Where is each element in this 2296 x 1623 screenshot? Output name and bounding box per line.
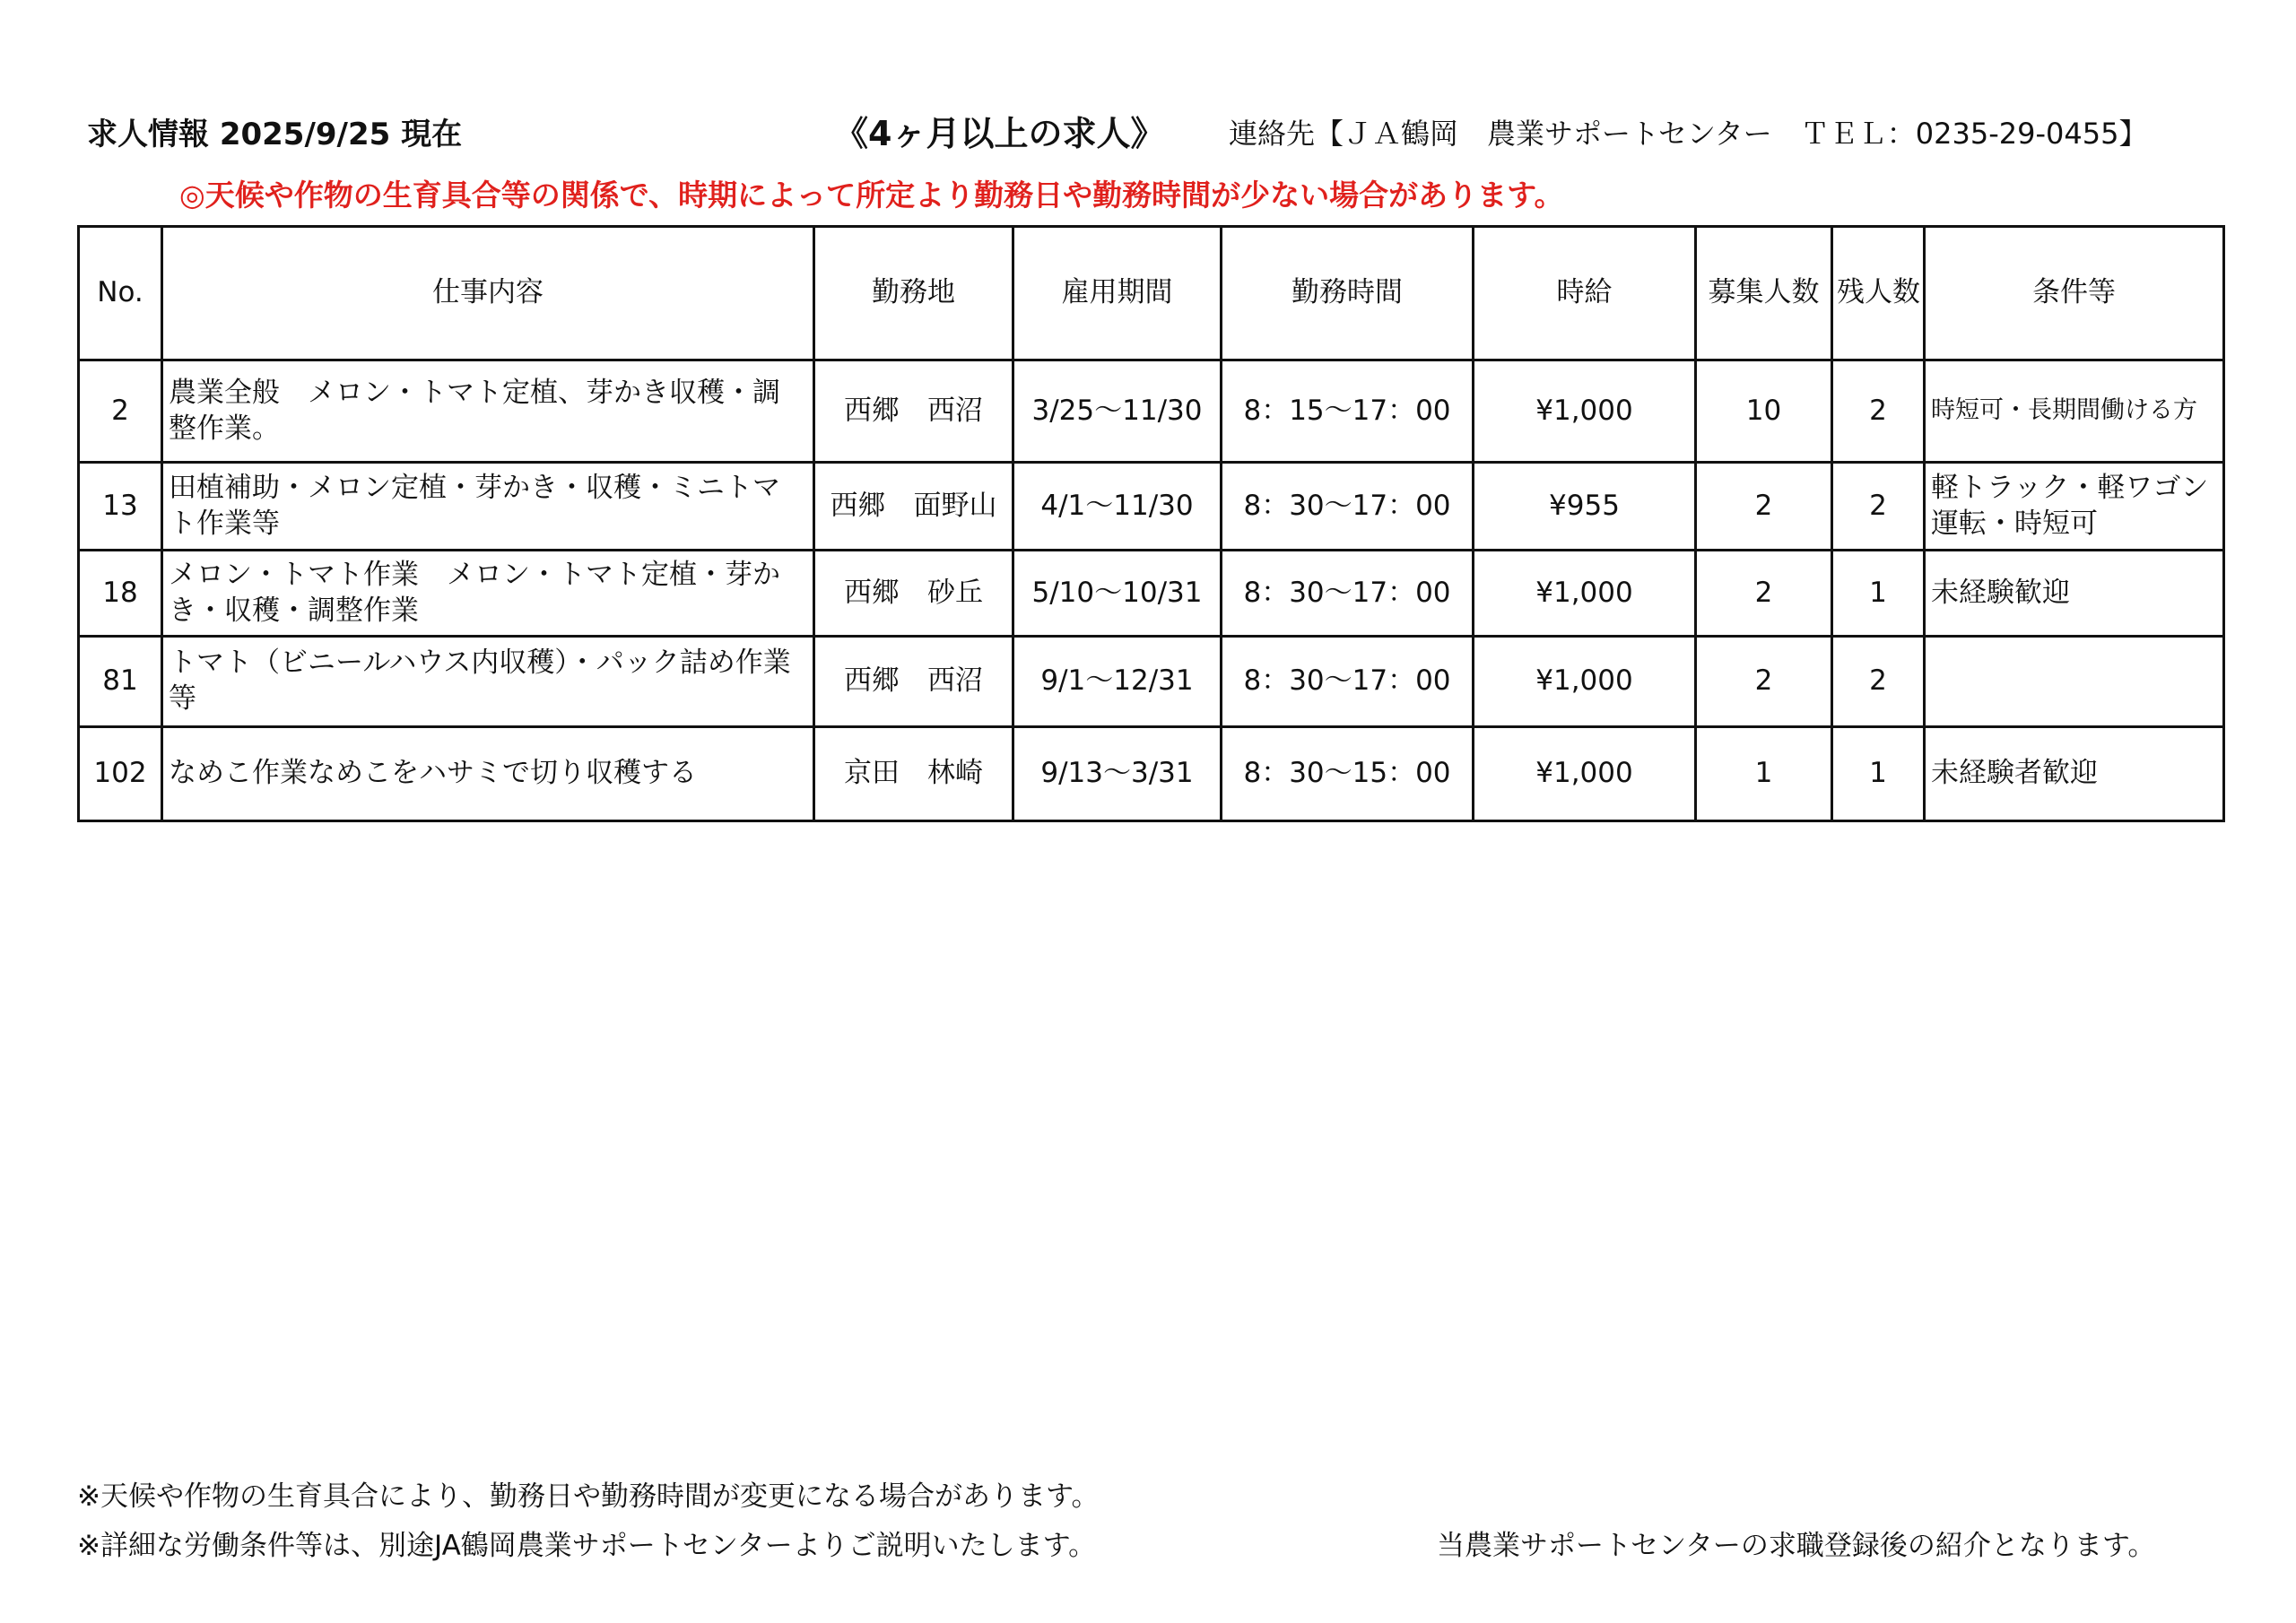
- job-table: [77, 225, 2225, 822]
- page-title: 求人情報 2025/9/25 現在: [87, 117, 463, 152]
- col-header-period: 雇用期間: [1013, 227, 1222, 360]
- cell-hours: 8：30～17：00: [1222, 463, 1474, 551]
- cell-no: 18: [79, 551, 162, 637]
- cell-hours: 8：30～15：00: [1222, 727, 1474, 821]
- table-row: [79, 360, 2224, 463]
- cell-hours: 8：30～17：00: [1222, 637, 1474, 727]
- cell-conditions: 時短可・長期間働ける方: [1925, 360, 2224, 463]
- cell-hours: 8：30～17：00: [1222, 551, 1474, 637]
- col-header-openings: 募集人数: [1696, 227, 1832, 360]
- col-header-conditions: 条件等: [1925, 227, 2224, 360]
- col-header-location: 勤務地: [814, 227, 1013, 360]
- footer-note-3: 当農業サポートセンターの求職登録後の紹介となります。: [1437, 1530, 2156, 1562]
- cell-location: 西郷 砂丘: [814, 551, 1013, 637]
- cell-remaining: 2: [1832, 360, 1925, 463]
- cell-job: トマト（ビニールハウス内収穫）・パック詰め作業等: [162, 637, 814, 727]
- cell-conditions: 未経験者歓迎: [1925, 727, 2224, 821]
- table-row: [79, 637, 2224, 727]
- col-header-remaining: 残人数: [1832, 227, 1925, 360]
- table-header-row: [79, 227, 2224, 360]
- notice-text: ◎天候や作物の生育具合等の関係で、時期によって所定より勤務日や勤務時間が少ない場合があります。: [179, 178, 1564, 213]
- cell-wage: ¥955: [1474, 463, 1696, 551]
- cell-openings: 1: [1696, 727, 1832, 821]
- cell-job: メロン・トマト作業 メロン・トマト定植・芽かき・収穫・調整作業: [162, 551, 814, 637]
- cell-job: 農業全般 メロン・トマト定植、芽かき収穫・調整作業。: [162, 360, 814, 463]
- cell-location: 西郷 西沼: [814, 637, 1013, 727]
- cell-job: なめこ作業なめこをハサミで切り収穫する: [162, 727, 814, 821]
- cell-period: 9/1～12/31: [1013, 637, 1222, 727]
- cell-no: 102: [79, 727, 162, 821]
- contact-info: 連絡先【ＪＡ鶴岡 農業サポートセンター ＴＥＬ：0235-29-0455】: [1229, 117, 2148, 151]
- cell-remaining: 2: [1832, 637, 1925, 727]
- cell-no: 13: [79, 463, 162, 551]
- cell-job: 田植補助・メロン定植・芽かき・収穫・ミニトマト作業等: [162, 463, 814, 551]
- cell-openings: 2: [1696, 463, 1832, 551]
- cell-remaining: 2: [1832, 463, 1925, 551]
- footer-note-1: ※天候や作物の生育具合により、勤務日や勤務時間が変更になる場合があります。: [77, 1480, 1100, 1513]
- cell-hours: 8：15～17：00: [1222, 360, 1474, 463]
- cell-wage: ¥1,000: [1474, 551, 1696, 637]
- cell-conditions: [1925, 637, 2224, 727]
- cell-remaining: 1: [1832, 727, 1925, 821]
- cell-openings: 10: [1696, 360, 1832, 463]
- col-header-job: 仕事内容: [162, 227, 814, 360]
- cell-no: 2: [79, 360, 162, 463]
- cell-conditions: 未経験歓迎: [1925, 551, 2224, 637]
- cell-location: 西郷 面野山: [814, 463, 1013, 551]
- col-header-no: No.: [79, 227, 162, 360]
- footer-note-2: ※詳細な労働条件等は、別途JA鶴岡農業サポートセンターよりご説明いたします。: [77, 1530, 1097, 1562]
- table-row: [79, 727, 2224, 821]
- cell-openings: 2: [1696, 551, 1832, 637]
- cell-period: 3/25～11/30: [1013, 360, 1222, 463]
- col-header-wage: 時給: [1474, 227, 1696, 360]
- table-row: [79, 463, 2224, 551]
- col-header-hours: 勤務時間: [1222, 227, 1474, 360]
- cell-period: 9/13～3/31: [1013, 727, 1222, 821]
- cell-remaining: 1: [1832, 551, 1925, 637]
- table-row: [79, 551, 2224, 637]
- cell-conditions: 軽トラック・軽ワゴン運転・時短可: [1925, 463, 2224, 551]
- cell-no: 81: [79, 637, 162, 727]
- cell-wage: ¥1,000: [1474, 637, 1696, 727]
- cell-openings: 2: [1696, 637, 1832, 727]
- cell-period: 5/10～10/31: [1013, 551, 1222, 637]
- cell-period: 4/1～11/30: [1013, 463, 1222, 551]
- cell-location: 西郷 西沼: [814, 360, 1013, 463]
- page-subtitle: 《4ヶ月以上の求人》: [834, 114, 1165, 153]
- cell-wage: ¥1,000: [1474, 360, 1696, 463]
- cell-location: 京田 林崎: [814, 727, 1013, 821]
- cell-wage: ¥1,000: [1474, 727, 1696, 821]
